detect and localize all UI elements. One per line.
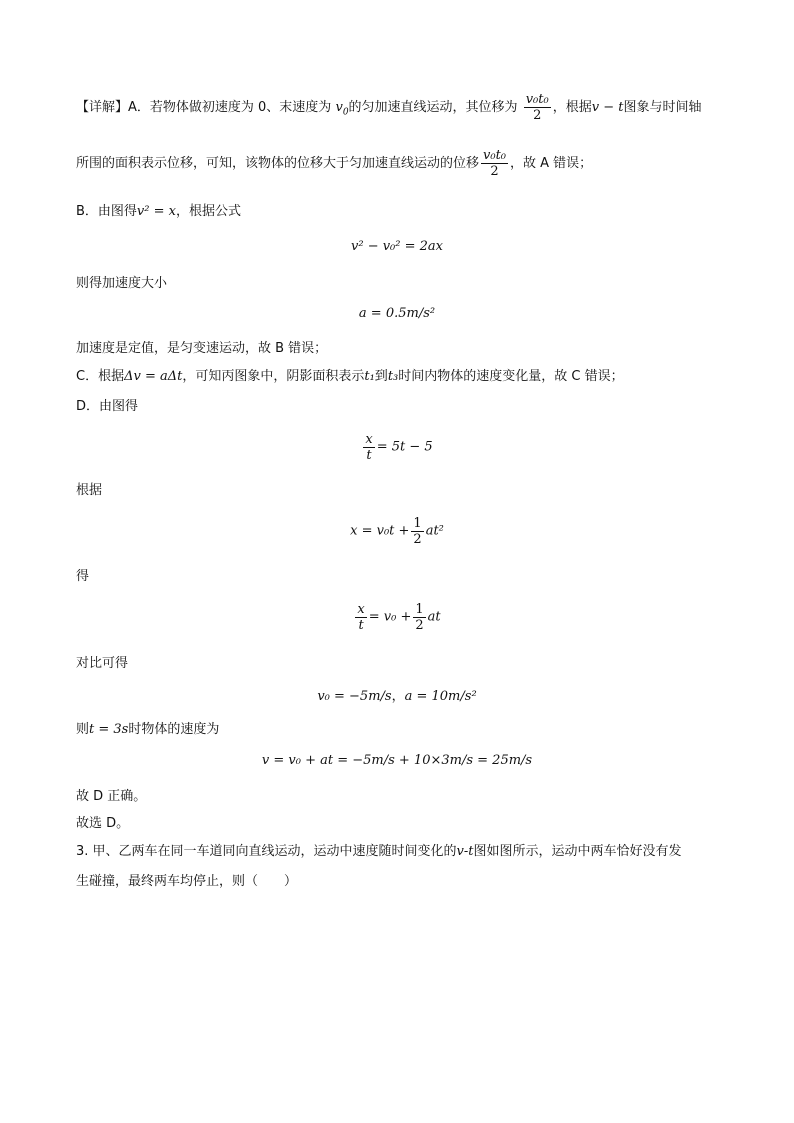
equation-inline: t = 3s bbox=[89, 722, 129, 737]
text: 则 bbox=[76, 722, 90, 737]
text-line: 加速度是定值，是匀变速运动，故 B 错误； bbox=[76, 341, 328, 356]
equation-5: $\frac{x}{t}$ = v₀ + $\frac{1}{2}$ at bbox=[357, 602, 441, 633]
text: ，根据公式 bbox=[175, 204, 241, 219]
text-line: 故选 D。 bbox=[76, 816, 130, 831]
text: A．若物体做初速度为 0、末速度为 bbox=[128, 100, 332, 115]
equation-6: v₀ = −5m/s，a = 10m/s² bbox=[317, 689, 477, 704]
text-line: 根据 bbox=[76, 483, 103, 498]
text: 3. 甲、乙两车在同一车道同向直线运动，运动中速度随时间变化的 bbox=[76, 844, 457, 859]
equation-inline: v² = x bbox=[136, 204, 176, 219]
text: C．根据 bbox=[76, 369, 125, 384]
fraction-v0t0-over-2: $\frac{\text{v₀t₀}}{2}$ bbox=[483, 148, 507, 179]
fraction-x-over-t: $\frac{x}{t}$ bbox=[357, 602, 365, 633]
equation-1: v² − v₀² = 2ax bbox=[351, 239, 443, 254]
equation-3: $\frac{x}{t}$ = 5t − 5 bbox=[365, 432, 433, 463]
detail-heading: 【详解】 bbox=[76, 100, 129, 115]
text-line: 故 D 正确。 bbox=[76, 789, 147, 804]
text: 时间内物体的速度变化量，故 C 错误； bbox=[398, 369, 624, 384]
solution-line-a1 bbox=[76, 92, 701, 123]
vt-symbol: v − t bbox=[591, 100, 624, 115]
vt-symbol: v-t bbox=[456, 844, 474, 859]
fraction-v0t0-over-2: $\frac{\text{v₀t₀}}{2}$ bbox=[525, 92, 549, 123]
text: 的匀加速直线运动，其位移为 bbox=[348, 100, 518, 115]
text: B．由图得 bbox=[76, 204, 137, 219]
text: 图如图所示，运动中两车恰好没有发 bbox=[473, 844, 682, 859]
v0-symbol: $v_0$ bbox=[335, 100, 349, 118]
text: 到 bbox=[374, 369, 388, 384]
equation-7: v = v₀ + at = −5m/s + 10×3m/s = 25m/s bbox=[261, 753, 533, 768]
text: ，可知丙图象中，阴影面积表示 bbox=[182, 369, 365, 384]
equation-4: x = v₀t + $\frac{1}{2}$ at² bbox=[350, 516, 444, 547]
text: 图象与时间轴 bbox=[623, 100, 702, 115]
text-line: 对比可得 bbox=[76, 656, 129, 671]
solution-line-then bbox=[76, 721, 219, 739]
solution-line-c bbox=[76, 368, 624, 386]
fraction-x-over-t: $\frac{x}{t}$ bbox=[365, 432, 373, 463]
text: 所围的面积表示位移，可知，该物体的位移大于匀加速直线运动的位移 bbox=[76, 156, 480, 171]
equation-2: a = 0.5m/s² bbox=[358, 306, 436, 321]
solution-line-b bbox=[76, 203, 241, 221]
solution-line-a2 bbox=[76, 148, 592, 179]
question-3-line-2: 生碰撞，最终两车均停止，则（ ） bbox=[76, 874, 298, 889]
question-3-line-1 bbox=[76, 843, 682, 861]
t1-symbol: t₁ bbox=[364, 369, 375, 384]
text: ，故 A 错误； bbox=[510, 156, 593, 171]
text-line: D．由图得 bbox=[76, 399, 139, 414]
text: ，根据 bbox=[552, 100, 592, 115]
fraction-one-half: $\frac{1}{2}$ bbox=[415, 602, 424, 633]
text: 时物体的速度为 bbox=[128, 722, 220, 737]
t3-symbol: t₃ bbox=[387, 369, 399, 384]
fraction-one-half: $\frac{1}{2}$ bbox=[413, 516, 422, 547]
equation-inline: Δv = aΔt bbox=[124, 369, 183, 384]
text-line: 得 bbox=[76, 569, 90, 584]
text-line: 则得加速度大小 bbox=[76, 276, 168, 291]
